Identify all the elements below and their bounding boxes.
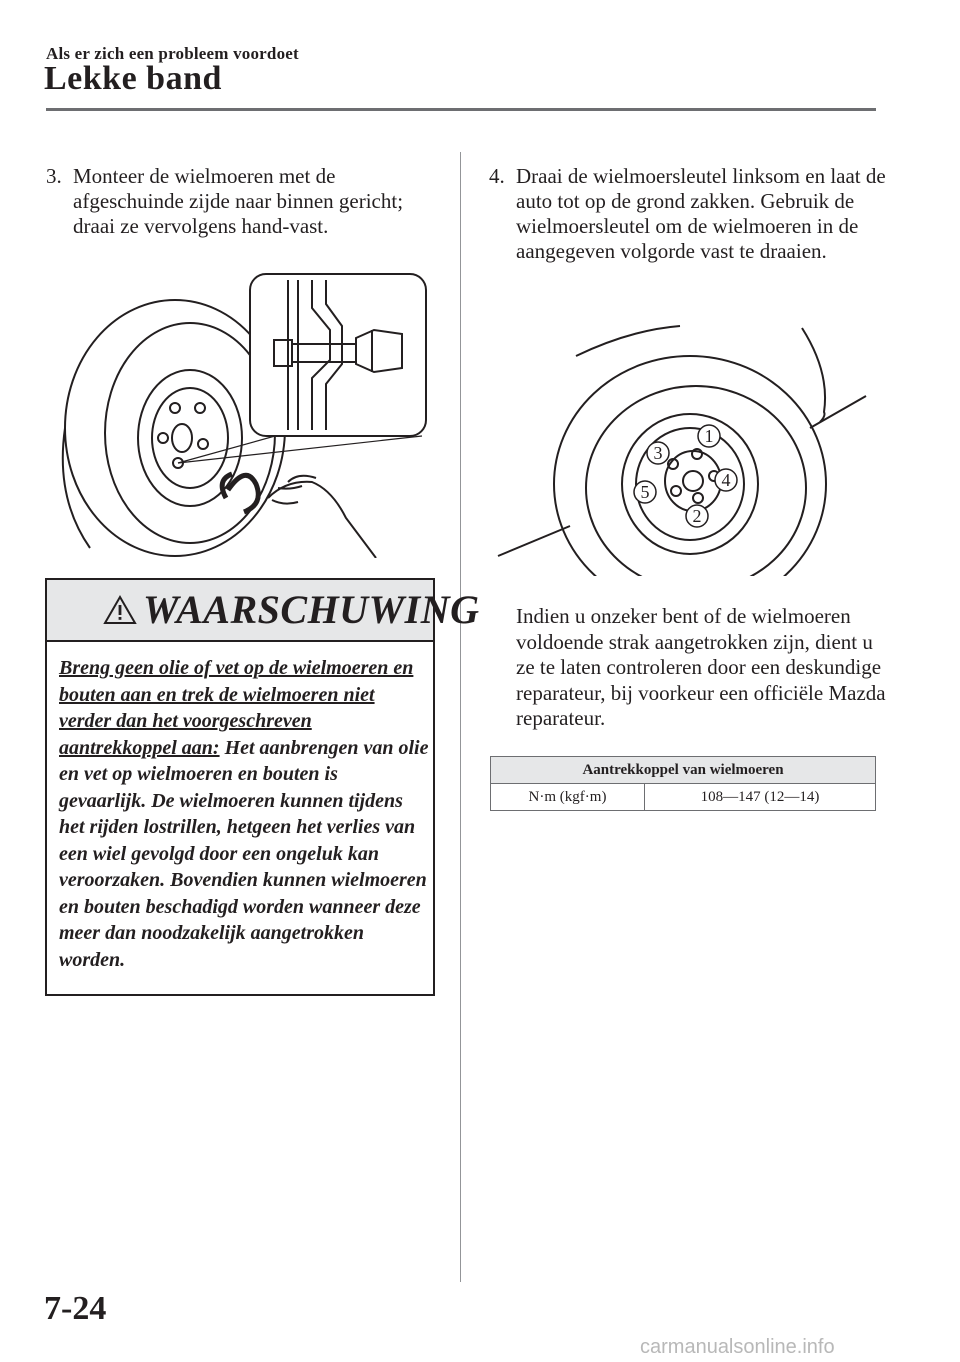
step-3	[46, 164, 446, 239]
note-paragraph: Indien u onzeker bent of de wielmoeren voldoende strak aangetrokken zijn, dient u ze te laten controleren door een deskundige reparateur, bij voorkeur een officiële Mazda reparateur.	[516, 604, 886, 730]
nut-tightening-sequence-illustration	[490, 316, 870, 576]
page-number: 7-24	[44, 1290, 107, 1327]
nut-label-5: 5	[640, 482, 650, 502]
warning-triangle-icon	[103, 594, 137, 626]
fender	[498, 326, 866, 556]
nut-label-4: 4	[721, 470, 731, 490]
title-rule	[46, 108, 876, 111]
column-divider	[460, 152, 461, 1282]
warning-header	[47, 580, 480, 642]
wheel-rim	[138, 370, 242, 506]
nut-label-3: 3	[653, 443, 663, 463]
torque-unit-cell: N·m (kgf·m)	[491, 784, 645, 811]
warning-text	[59, 655, 429, 973]
nut-detail-inset	[250, 274, 426, 436]
step-number: 4.	[489, 164, 505, 188]
watermark: carmanualsonline.info	[640, 1336, 835, 1358]
step-number: 3.	[46, 164, 62, 188]
nut-label-1: 1	[704, 426, 714, 446]
warning-box	[45, 578, 480, 996]
step-text: Draai de wielmoersleutel linksom en laat de auto tot op de grond zakken. Gebruik de wielmoersleutel om de wielmoeren in de aangegeven volgorde vast te draaien.	[516, 164, 886, 263]
hand-icon	[268, 476, 376, 558]
torque-table-header: Aantrekkoppel van wielmoeren	[491, 757, 876, 784]
rotation-arrow-icon	[222, 474, 258, 512]
tire	[554, 356, 826, 576]
warning-title: WAARSCHUWING	[143, 587, 480, 632]
torque-table	[490, 756, 876, 811]
torque-value-cell: 108—147 (12—14)	[645, 784, 876, 811]
wheel-nut-illustration	[50, 268, 440, 558]
warning-lead: Breng geen olie of vet op de wielmoeren en bouten aan en trek de wielmoeren niet verder dan het voorgeschreven aantrekkoppel aan:	[59, 657, 414, 759]
step-text: Monteer de wielmoeren met de afgeschuinde zijde naar binnen gericht; draai ze vervolgens hand-vast.	[73, 164, 404, 238]
section-label: Als er zich een probleem voordoet	[46, 44, 299, 63]
warning-body: Het aanbrengen van olie en vet op wielmoeren en bouten is gevaarlijk. De wielmoeren kunnen tijdens het rijden lostrillen, hetgeen het verlies van een wiel gevolgd door een ongeluk kan veroorzaken. Bovendien kunnen wielmoeren en bouten beschadigd worden wanneer deze meer dan noodzakelijk aangetrokken worden.	[59, 736, 429, 971]
nut-label-2: 2	[692, 506, 702, 526]
page-title: Lekke band	[44, 60, 222, 97]
step-4	[489, 164, 889, 264]
